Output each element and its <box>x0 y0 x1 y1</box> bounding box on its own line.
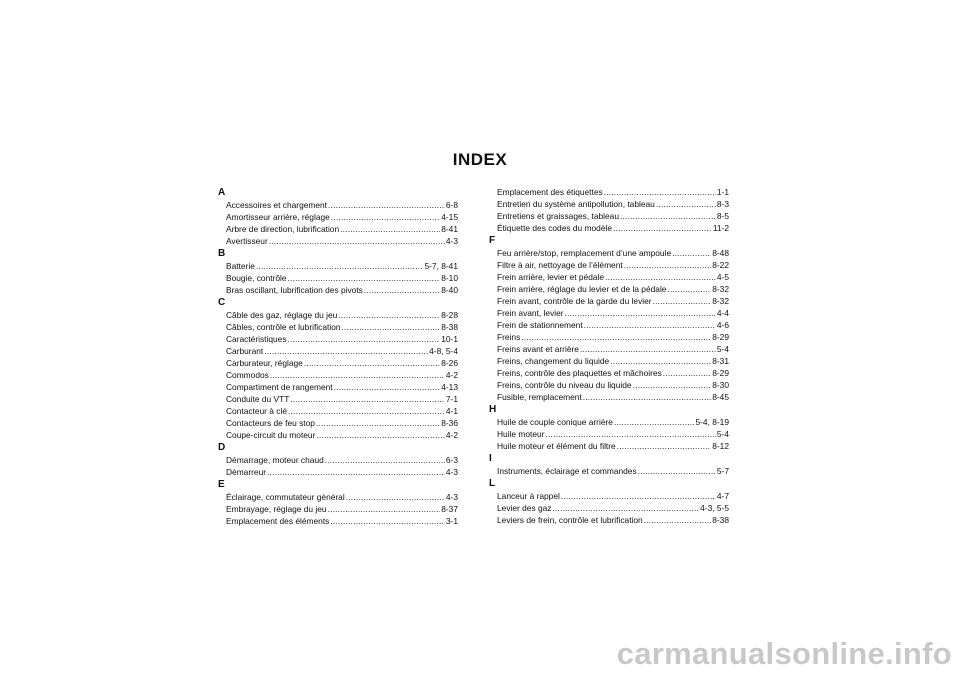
index-entry-label: Freins <box>497 332 521 342</box>
index-entry[interactable] <box>218 309 458 321</box>
dot-leader <box>653 295 712 307</box>
index-entry-label: Frein avant, levier <box>497 308 564 318</box>
dot-leader <box>620 210 716 222</box>
index-letter-heading: C <box>218 297 226 308</box>
index-entry-label: Éclairage, commutateur général <box>226 492 345 502</box>
index-entry-label: Frein de stationnement <box>497 320 583 330</box>
index-entry[interactable] <box>489 428 729 440</box>
index-letter-heading: B <box>218 248 226 259</box>
index-entry-label: Freins, contrôle du niveau du liquide <box>497 380 632 390</box>
index-entry[interactable] <box>489 514 729 526</box>
dot-leader <box>267 466 445 478</box>
dot-leader <box>269 235 445 247</box>
index-entry-page: 8-5 <box>716 211 729 221</box>
index-entry[interactable] <box>218 260 458 272</box>
index-entry[interactable] <box>218 345 458 357</box>
index-entry-page: 8-12 <box>712 441 729 451</box>
index-entry-label: Carburant <box>226 346 264 356</box>
dot-leader <box>624 259 712 271</box>
dot-leader <box>325 454 445 466</box>
index-entry-page: 8-28 <box>441 310 458 320</box>
dot-leader <box>316 417 440 429</box>
dot-leader <box>334 381 441 393</box>
index-entry-page: 8-40 <box>441 285 458 295</box>
index-entry[interactable] <box>218 369 458 381</box>
index-entry-page: 6-3 <box>445 455 458 465</box>
dot-leader <box>610 355 711 367</box>
index-entry[interactable] <box>218 393 458 405</box>
index-entry[interactable] <box>218 503 458 515</box>
index-entry[interactable] <box>218 272 458 284</box>
index-entry-page: 4-8, 5-4 <box>429 346 458 356</box>
index-entry-label: Freins, changement du liquide <box>497 356 610 366</box>
index-entry-label: Huile de couple conique arrière <box>497 417 613 427</box>
dot-leader <box>290 393 445 405</box>
index-entry-label: Feu arrière/stop, remplacement d’une ampoule <box>497 248 672 258</box>
index-entry[interactable] <box>489 295 729 307</box>
index-entry-page: 10-1 <box>441 334 458 344</box>
index-entry-label: Coupe-circuit du moteur <box>226 430 316 440</box>
index-entry[interactable] <box>489 465 729 477</box>
index-entry-label: Contacteur à clé <box>226 406 287 416</box>
index-entry[interactable] <box>489 416 729 428</box>
index-entry[interactable] <box>218 381 458 393</box>
dot-leader <box>580 343 716 355</box>
dot-leader <box>342 321 441 333</box>
dot-leader <box>338 309 440 321</box>
dot-leader <box>561 490 716 502</box>
index-entry-page: 8-36 <box>441 418 458 428</box>
index-entry-page: 8-37 <box>441 504 458 514</box>
index-entry-page: 11-2 <box>712 223 729 233</box>
dot-leader <box>316 429 445 441</box>
index-entry-page: 8-32 <box>712 296 729 306</box>
dot-leader <box>583 391 712 403</box>
index-entry-label: Amortisseur arrière, réglage <box>226 212 330 222</box>
index-entry-page: 4-7 <box>716 491 729 501</box>
index-entry[interactable] <box>218 223 458 235</box>
index-entry[interactable] <box>218 321 458 333</box>
index-entry[interactable] <box>489 502 729 514</box>
index-entry-label: Instruments, éclairage et commandes <box>497 466 637 476</box>
index-entry[interactable] <box>489 259 729 271</box>
index-letter-heading: E <box>218 479 225 490</box>
index-entry-label: Entretiens et graissages, tableau <box>497 211 619 221</box>
index-entry-label: Conduite du VTT <box>226 394 290 404</box>
dot-leader <box>552 502 699 514</box>
index-entry-page: 8-41 <box>441 224 458 234</box>
index-entry[interactable] <box>218 235 458 247</box>
index-letter-heading: A <box>218 187 226 198</box>
index-entry-label: Bougie, contrôle <box>226 273 287 283</box>
dot-leader <box>663 367 711 379</box>
dot-leader <box>331 211 440 223</box>
index-entry-page: 4-1 <box>445 406 458 416</box>
index-entry-page: 5-4 <box>716 429 729 439</box>
index-entry[interactable] <box>218 333 458 345</box>
index-entry-page: 1-1 <box>716 187 729 197</box>
index-entry-page: 7-1 <box>445 394 458 404</box>
index-entry-label: Leviers de frein, contrôle et lubrification <box>497 515 643 525</box>
index-entry[interactable] <box>218 466 458 478</box>
index-entry-label: Embrayage, réglage du jeu <box>226 504 327 514</box>
index-entry[interactable] <box>489 198 729 210</box>
index-entry[interactable] <box>218 429 458 441</box>
index-entry-page: 5-7 <box>716 466 729 476</box>
index-entry[interactable] <box>489 307 729 319</box>
dot-leader <box>328 199 445 211</box>
dot-leader <box>256 260 424 272</box>
index-entry-page: 4-15 <box>441 212 458 222</box>
index-entry-page: 4-3 <box>445 236 458 246</box>
index-entry-label: Batterie <box>226 261 255 271</box>
dot-leader <box>346 491 445 503</box>
index-entry-page: 3-1 <box>445 516 458 526</box>
dot-leader <box>617 440 712 452</box>
index-letter-heading: D <box>218 442 226 453</box>
index-entry-label: Emplacement des étiquettes <box>497 187 603 197</box>
index-entry[interactable] <box>489 440 729 452</box>
index-letter-heading: I <box>489 453 492 464</box>
index-entry-label: Huile moteur et élément du filtre <box>497 441 616 451</box>
index-entry[interactable] <box>489 391 729 403</box>
dot-leader <box>613 222 712 234</box>
index-letter-heading: F <box>489 235 496 246</box>
index-entry-page: 5-4, 8-19 <box>695 417 729 427</box>
index-entry[interactable] <box>218 211 458 223</box>
index-entry[interactable] <box>218 515 458 527</box>
dot-leader <box>605 271 716 283</box>
index-entry-page: 8-22 <box>712 260 729 270</box>
dot-leader <box>672 247 711 259</box>
dot-leader <box>328 503 441 515</box>
dot-leader <box>264 345 428 357</box>
watermark: carmanualsonline.info <box>616 636 952 671</box>
index-entry-label: Freins avant et arrière <box>497 344 579 354</box>
index-entry-label: Entretien du système antipollution, tableau <box>497 199 655 209</box>
index-entry-page: 8-3 <box>716 199 729 209</box>
index-entry-page: 8-31 <box>712 356 729 366</box>
index-entry-page: 6-8 <box>445 200 458 210</box>
index-entry[interactable] <box>489 379 729 391</box>
index-entry-label: Fusible, remplacement <box>497 392 582 402</box>
index-entry[interactable] <box>489 222 729 234</box>
index-entry-label: Caractéristiques <box>226 334 287 344</box>
index-entry-label: Frein avant, contrôle de la garde du levier <box>497 296 652 306</box>
index-entry-label: Carburateur, réglage <box>226 358 303 368</box>
index-entry-page: 8-32 <box>712 284 729 294</box>
index-entry[interactable] <box>218 454 458 466</box>
index-entry-label: Démarreur <box>226 467 267 477</box>
dot-leader <box>545 428 715 440</box>
index-entry-label: Levier des gaz <box>497 503 552 513</box>
dot-leader <box>288 333 441 345</box>
index-entry[interactable] <box>489 355 729 367</box>
index-entry[interactable] <box>218 199 458 211</box>
index-entry[interactable] <box>218 417 458 429</box>
index-entry[interactable] <box>218 491 458 503</box>
index-entry[interactable] <box>489 283 729 295</box>
index-entry[interactable] <box>489 186 729 198</box>
dot-leader <box>667 283 711 295</box>
index-entry-page: 4-4 <box>716 308 729 318</box>
index-entry-label: Accessoires et chargement <box>226 200 328 210</box>
index-entry-label: Étiquette des codes du modèle <box>497 223 613 233</box>
index-entry-page: 8-48 <box>712 248 729 258</box>
dot-leader <box>288 272 441 284</box>
dot-leader <box>364 284 440 296</box>
dot-leader <box>604 186 716 198</box>
index-entry[interactable] <box>489 247 729 259</box>
index-column-left <box>218 186 458 527</box>
dot-leader <box>304 357 440 369</box>
index-entry-label: Arbre de direction, lubrification <box>226 224 340 234</box>
dot-leader <box>638 465 716 477</box>
index-entry-page: 8-10 <box>441 273 458 283</box>
index-entry[interactable] <box>218 357 458 369</box>
index-entry-label: Démarrage, moteur chaud <box>226 455 324 465</box>
index-entry-label: Freins, contrôle des plaquettes et mâchoires <box>497 368 662 378</box>
index-entry[interactable] <box>489 331 729 343</box>
index-entry-page: 8-38 <box>441 322 458 332</box>
index-entry-label: Contacteurs de feu stop <box>226 418 315 428</box>
index-entry-page: 4-2 <box>445 370 458 380</box>
index-entry-label: Emplacement des éléments <box>226 516 330 526</box>
index-entry[interactable] <box>489 343 729 355</box>
index-entry-label: Compartiment de rangement <box>226 382 333 392</box>
index-entry[interactable] <box>489 367 729 379</box>
index-entry-page: 8-45 <box>712 392 729 402</box>
index-column-right <box>489 186 729 526</box>
dot-leader <box>633 379 712 391</box>
index-entry-page: 4-6 <box>716 320 729 330</box>
index-entry[interactable] <box>489 271 729 283</box>
index-entry-label: Huile moteur <box>497 429 545 439</box>
index-entry-page: 8-38 <box>712 515 729 525</box>
index-entry-page: 8-29 <box>712 368 729 378</box>
index-entry-label: Filtre à air, nettoyage de l’élément <box>497 260 623 270</box>
dot-leader <box>656 198 716 210</box>
index-entry-label: Câbles, contrôle et lubrification <box>226 322 341 332</box>
index-entry-page: 8-29 <box>712 332 729 342</box>
dot-leader <box>288 405 445 417</box>
index-entry-label: Câble des gaz, réglage du jeu <box>226 310 338 320</box>
index-entry-label: Lanceur à rappel <box>497 491 560 501</box>
index-entry-page: 5-7, 8-41 <box>424 261 458 271</box>
index-entry[interactable] <box>489 490 729 502</box>
index-entry-page: 4-3, 5-5 <box>700 503 729 513</box>
index-letter-heading: H <box>489 404 497 415</box>
index-entry[interactable] <box>489 319 729 331</box>
dot-leader <box>565 307 716 319</box>
index-entry-label: Avertisseur <box>226 236 268 246</box>
index-entry-label: Commodos <box>226 370 269 380</box>
index-entry-page: 4-5 <box>716 272 729 282</box>
index-entry[interactable] <box>218 405 458 417</box>
index-entry-label: Bras oscillant, lubrification des pivots <box>226 285 363 295</box>
index-entry[interactable] <box>489 210 729 222</box>
dot-leader <box>614 416 695 428</box>
index-entry-page: 4-2 <box>445 430 458 440</box>
index-entry-label: Frein arrière, levier et pédale <box>497 272 605 282</box>
dot-leader <box>330 515 445 527</box>
index-entry[interactable] <box>218 284 458 296</box>
dot-leader <box>584 319 716 331</box>
dot-leader <box>270 369 445 381</box>
dot-leader <box>521 331 711 343</box>
index-entry-page: 4-3 <box>445 492 458 502</box>
index-entry-label: Frein arrière, réglage du levier et de la pédale <box>497 284 667 294</box>
index-letter-heading: L <box>489 478 496 489</box>
index-entry-page: 4-13 <box>441 382 458 392</box>
index-entry-page: 8-26 <box>441 358 458 368</box>
index-entry-page: 5-4 <box>716 344 729 354</box>
dot-leader <box>340 223 440 235</box>
dot-leader <box>644 514 712 526</box>
index-entry-page: 4-3 <box>445 467 458 477</box>
index-entry-page: 8-30 <box>712 380 729 390</box>
page-title: INDEX <box>452 150 508 169</box>
